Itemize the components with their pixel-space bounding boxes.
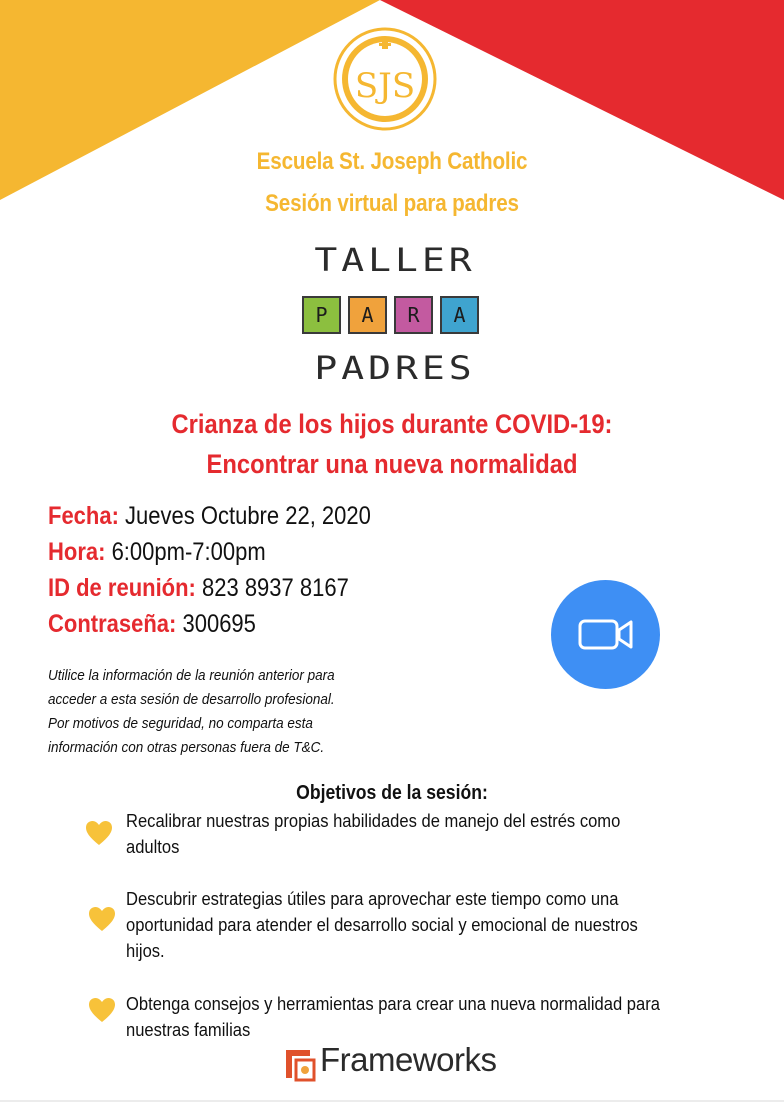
objective-item-3: Obtenga consejos y herramientas para crear una nueva normalidad para nuestras familias xyxy=(126,994,660,1040)
password-value: 300695 xyxy=(176,610,256,638)
session-subtitle: Sesión virtual para padres xyxy=(265,190,519,217)
headline-line-2: Encontrar una nueva normalidad xyxy=(206,449,578,479)
logo-monogram: SJS xyxy=(354,66,416,106)
headline-line-1: Crianza de los hijos durante COVID-19: xyxy=(171,409,613,439)
padres-word: PADRES xyxy=(314,349,476,387)
time-value: 6:00pm-7:00pm xyxy=(105,538,266,566)
zoom-video-button[interactable] xyxy=(551,580,660,689)
password-row xyxy=(48,610,256,639)
date-row xyxy=(48,502,371,531)
meeting-id-label: ID de reunión: xyxy=(48,574,196,602)
tile-a2: A xyxy=(440,296,479,334)
bottom-divider xyxy=(0,1100,784,1102)
para-tiles xyxy=(300,292,490,336)
date-value: Jueves Octubre 22, 2020 xyxy=(118,502,371,530)
security-note: Utilice la información de la reunión anterior para acceder a esta sesión de desarrollo profesional. Por motivos de seguridad, no comparta esta información con otras personas fuera de T&C. xyxy=(48,667,335,756)
tile-a1: A xyxy=(348,296,387,334)
tile-p: P xyxy=(302,296,341,334)
tile-r: R xyxy=(394,296,433,334)
heart-icon xyxy=(84,819,114,847)
heart-icon xyxy=(87,905,117,933)
frameworks-mark-icon xyxy=(284,1048,316,1082)
frameworks-logo xyxy=(284,1041,514,1084)
school-logo xyxy=(333,27,437,131)
password-label: Contraseña: xyxy=(48,610,177,638)
objective-item-2: Descubrir estrategias útiles para aprovechar este tiempo como una oportunidad para atender el desarrollo social y emocional de nuestros hijos. xyxy=(126,889,638,961)
objectives-title: Objetivos de la sesión: xyxy=(296,782,488,804)
taller-word: TALLER xyxy=(314,241,476,279)
school-name: Escuela St. Joseph Catholic xyxy=(256,148,528,175)
meeting-id-row xyxy=(48,574,349,603)
date-label: Fecha: xyxy=(48,502,119,530)
video-camera-icon xyxy=(551,580,660,689)
frameworks-brand: Frameworks xyxy=(320,1041,497,1078)
meeting-id-value: 823 8937 8167 xyxy=(195,574,349,602)
objective-item-1: Recalibrar nuestras propias habilidades de manejo del estrés como adultos xyxy=(126,811,621,857)
time-label: Hora: xyxy=(48,538,106,566)
heart-icon xyxy=(87,996,117,1024)
time-row xyxy=(48,538,266,567)
